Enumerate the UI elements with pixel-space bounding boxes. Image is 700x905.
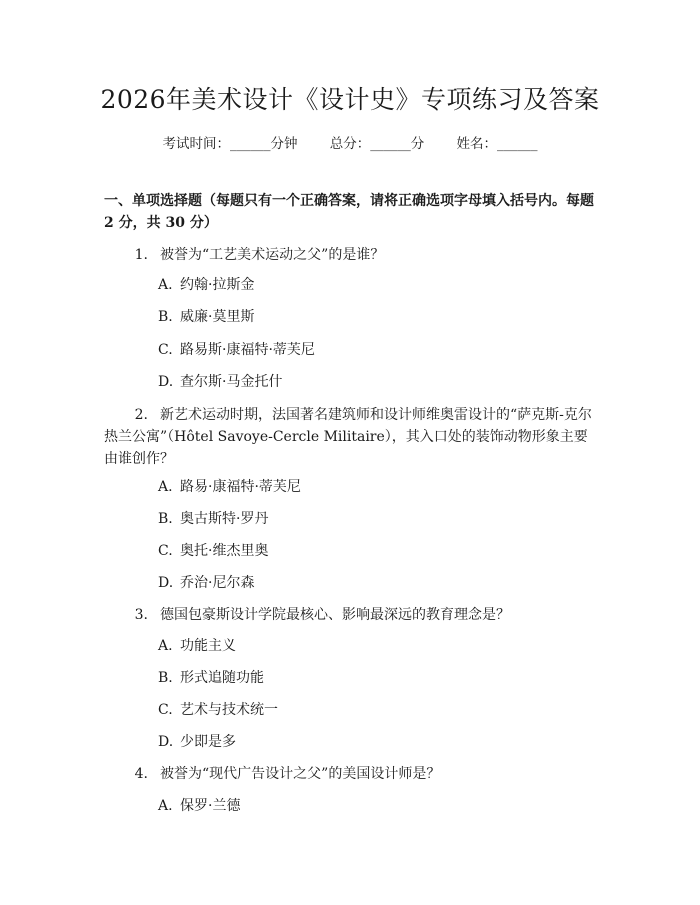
option-c: C. 艺术与技术统一: [158, 702, 278, 718]
option-a: A. 功能主义: [158, 638, 236, 654]
option-b: B. 威廉·莫里斯: [158, 309, 255, 325]
option-c: C. 奥托·维杰里奥: [158, 543, 269, 559]
option-a: A. 约翰·拉斯金: [158, 277, 255, 293]
exam-meta: [0, 132, 700, 152]
question-1: [104, 244, 604, 266]
option-b: B. 形式追随功能: [158, 670, 264, 686]
question-number: 3.: [134, 607, 148, 623]
name-field: 姓名：______: [456, 136, 538, 152]
option-b: B. 奥古斯特·罗丹: [158, 511, 269, 527]
total-score-field: 总分：______分: [329, 136, 425, 152]
document-title: 2026年美术设计《设计史》专项练习及答案: [100, 85, 600, 114]
question-text: 被誉为“工艺美术运动之父”的是谁？: [160, 247, 385, 263]
question-text-line-3: 由谁创作？: [104, 451, 174, 467]
option-a: A. 路易·康福特·蒂芙尼: [158, 479, 301, 495]
question-number: 1.: [134, 247, 148, 263]
question-text-line-1: 新艺术运动时期，法国著名建筑师和设计师维奥雷设计的“萨克斯-克尔: [160, 407, 592, 423]
option-c: C. 路易斯·康福特·蒂芙尼: [158, 342, 315, 358]
option-d: D. 乔治·尼尔森: [158, 575, 255, 591]
exam-time-field: 考试时间：______分钟: [162, 136, 298, 152]
question-2: [104, 404, 604, 470]
section-heading: 一、单项选择题（每题只有一个正确答案，请将正确选项字母填入括号内。每题 2 分，共 30 分）: [104, 193, 594, 231]
option-d: D. 少即是多: [158, 734, 236, 750]
question-text: 被誉为“现代广告设计之父”的美国设计师是？: [160, 766, 441, 782]
question-text: 德国包豪斯设计学院最核心、影响最深远的教育理念是？: [160, 607, 510, 623]
option-a: A. 保罗·兰德: [158, 798, 241, 814]
question-number: 4.: [134, 766, 148, 782]
option-d: D. 查尔斯·马金托什: [158, 374, 283, 390]
question-number: 2.: [134, 407, 148, 423]
question-text-line-2: 热兰公寓”（Hôtel Savoye-Cercle Militaire），其入口处的装饰动物形象主要: [104, 429, 588, 445]
question-3: [104, 604, 604, 626]
question-4: [104, 763, 604, 785]
